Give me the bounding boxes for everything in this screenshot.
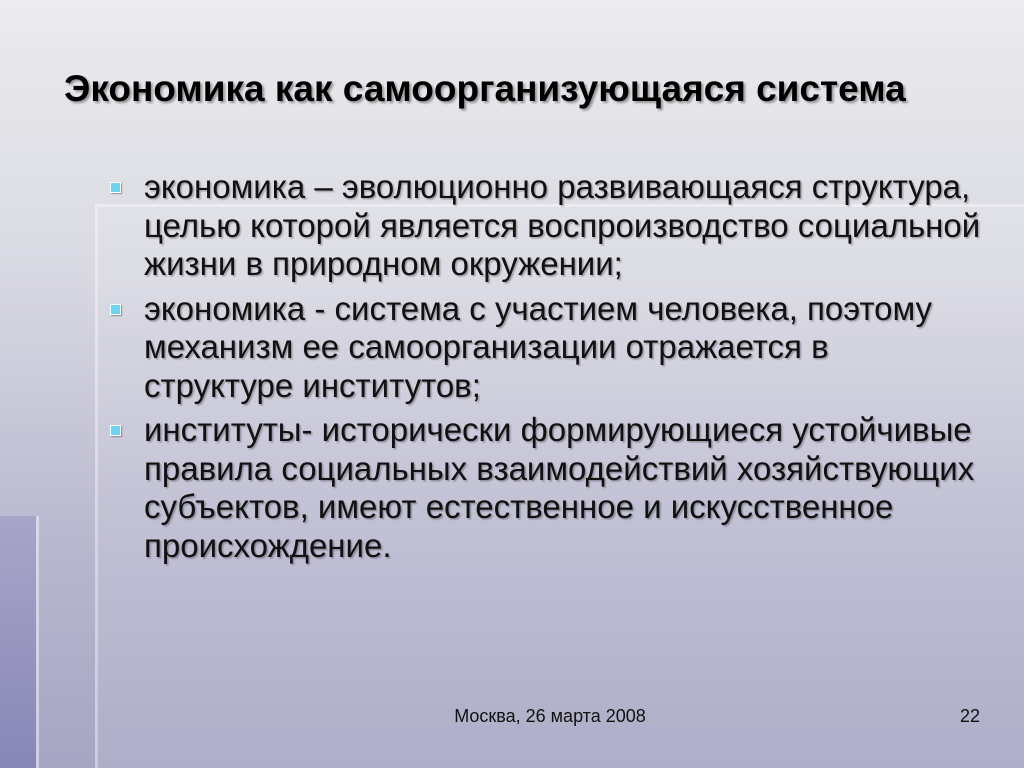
square-bullet-icon [110, 425, 121, 436]
square-bullet-icon [110, 182, 121, 193]
background-divider-line [36, 516, 39, 768]
page-number: 22 [959, 706, 980, 726]
footer-text: Москва, 26 марта 2008 [454, 706, 646, 726]
bullet-item [104, 290, 984, 406]
bullet-item [104, 168, 984, 284]
slide-title: Экономика как самоорганизующаяся система [64, 68, 906, 109]
background-side-bar [0, 516, 36, 768]
square-bullet-icon [110, 304, 121, 315]
bullet-text: экономика – эволюционно развивающаяся структура, целью которой является воспроизводство социальной жизни в природном окружении; [144, 168, 981, 282]
bullet-list [104, 168, 984, 571]
bullet-item [104, 411, 984, 565]
bullet-text: экономика - система с участием человека, поэтому механизм ее самоорганизации отражается в структуре институтов; [144, 289, 933, 404]
bullet-text: институты- исторически формирующиеся устойчивые правила социальных взаимодействий хозяйствующих субъектов, имеют естественное и искусственное происхождение. [144, 411, 975, 564]
